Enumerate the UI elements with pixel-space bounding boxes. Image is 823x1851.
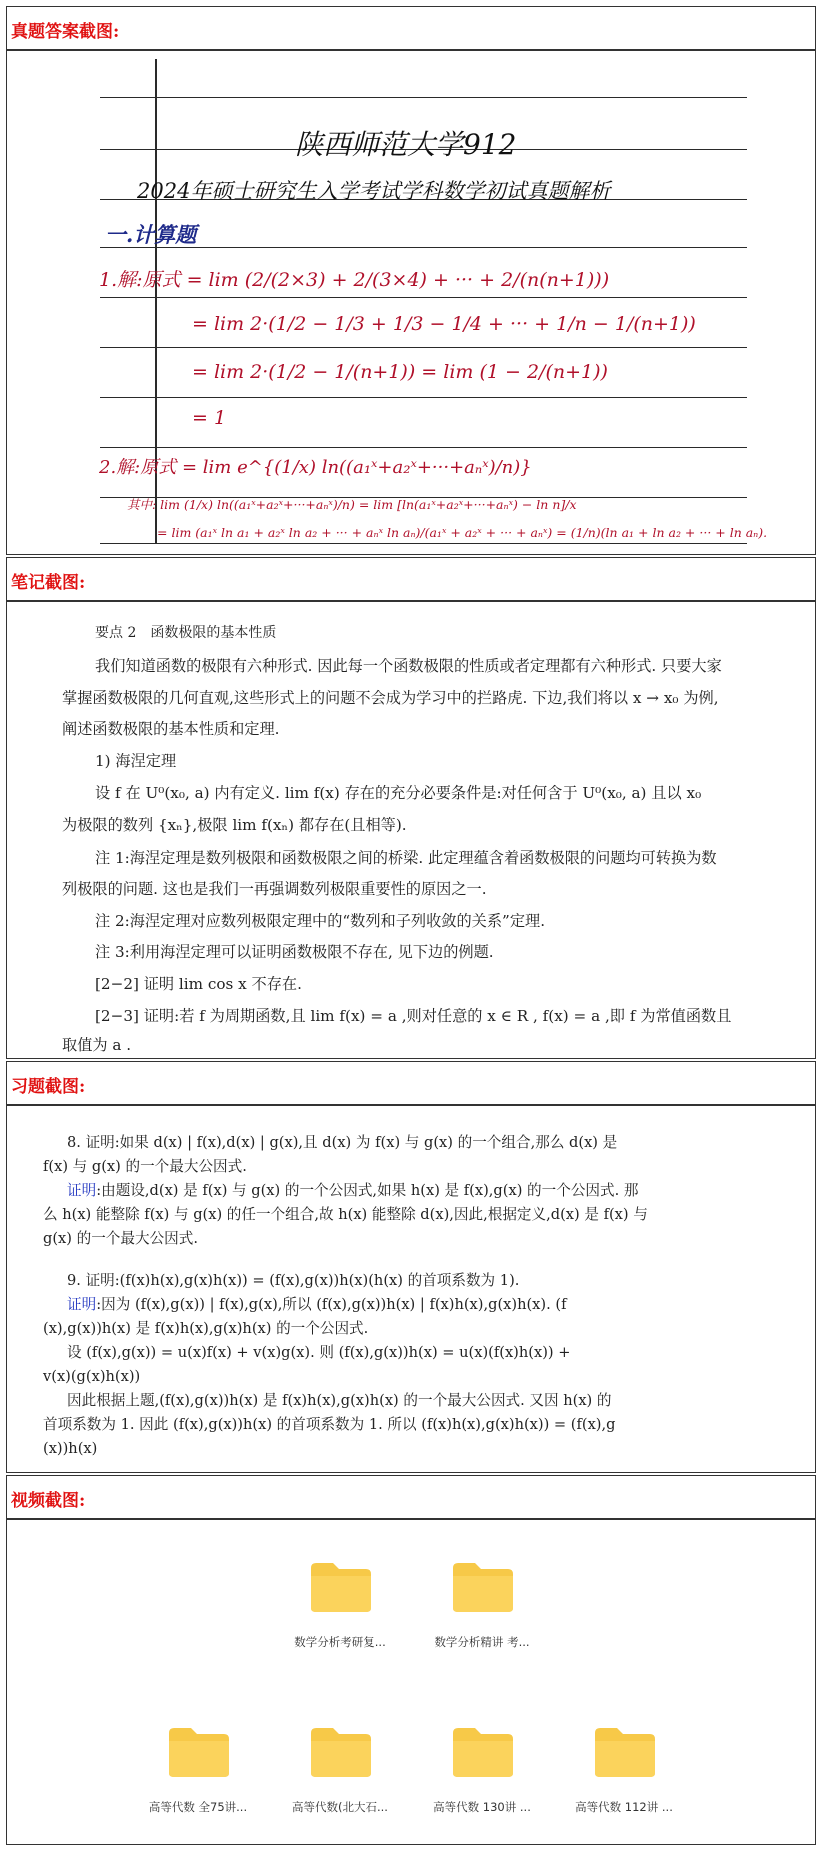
proof-label: 证明 xyxy=(67,1296,97,1313)
answer-section-title: 真题答案截图: xyxy=(11,22,120,42)
exercise-8-line: 么 h(x) 能整除 f(x) 与 g(x) 的任一个组合,故 h(x) 能整除 d(x),因此,根据定义,d(x) 是 f(x) 与 xyxy=(43,1206,648,1223)
exercise-8-line: f(x) 与 g(x) 的一个最大公因式. xyxy=(43,1158,247,1175)
folder-icon xyxy=(309,1725,373,1779)
q2-line-1: 2.解:原式 = lim e^{(1/x) ln((a₁ˣ+a₂ˣ+···+aₙˣ)/n)} xyxy=(99,457,532,478)
video-section-header xyxy=(6,1475,816,1519)
folder-label: 高等代数 130讲 ... xyxy=(433,1800,531,1814)
handwritten-section-label: 一.计算题 xyxy=(105,222,197,247)
folder-label: 数学分析精讲 考... xyxy=(434,1635,530,1649)
note-paragraph: 注 2:海涅定理对应数列极限定理中的“数列和子列收敛的关系”定理. xyxy=(95,912,546,930)
note-paragraph: 为极限的数列 {xₙ},极限 lim f(xₙ) 都存在(且相等). xyxy=(62,816,407,834)
folder-item[interactable] xyxy=(417,1560,547,1680)
note-paragraph: 注 3:利用海涅定理可以证明函数极限不存在, 见下边的例题. xyxy=(95,943,494,961)
exercise-9-line: v(x)(g(x)h(x)) xyxy=(43,1368,141,1385)
exercise-9-line: 9. 证明:(f(x)h(x),g(x)h(x)) = (f(x),g(x))h(x)(h(x) 的首项系数为 1). xyxy=(67,1272,520,1289)
exercises-section-header xyxy=(6,1061,816,1105)
video-folders-panel xyxy=(6,1519,816,1845)
video-section-title: 视频截图: xyxy=(11,1491,86,1511)
folder-item[interactable] xyxy=(275,1725,405,1845)
exercises-section-title: 习题截图: xyxy=(11,1077,86,1097)
note-paragraph: [2−3] 证明:若 f 为周期函数,且 lim f(x) = a ,则对任意的 x ∈ R , f(x) = a ,即 f 为常值函数且 xyxy=(95,1007,732,1025)
exercise-9-line: 设 (f(x),g(x)) = u(x)f(x) + v(x)g(x). 则 (f(x),g(x))h(x) = u(x)(f(x)h(x)) + xyxy=(67,1344,571,1361)
folder-icon xyxy=(593,1725,657,1779)
note-paragraph: 1) 海涅定理 xyxy=(95,752,177,770)
note-paragraph: 列极限的问题. 这也是我们一再强调数列极限重要性的原因之一. xyxy=(62,880,487,898)
note-paragraph: 注 1:海涅定理是数列极限和函数极限之间的桥梁. 此定理蕴含着函数极限的问题均可转换为数 xyxy=(95,849,717,867)
note-paragraph: 设 f 在 U⁰(x₀, a) 内有定义. lim f(x) 存在的充分必要条件是:对任何含于 U⁰(x₀, a) 且以 x₀ xyxy=(95,784,702,802)
handwritten-title: 陕西师范大学912 xyxy=(295,128,517,161)
exercise-8-line: 8. 证明:如果 d(x) | f(x),d(x) | g(x),且 d(x) 为 f(x) 与 g(x) 的一个组合,那么 d(x) 是 xyxy=(67,1134,618,1151)
exercise-9-proof-line xyxy=(67,1296,566,1315)
folder-icon xyxy=(451,1560,515,1614)
q1-line-1: 1.解:原式 = lim (2/(2×3) + 2/(3×4) + ··· + 2/(n(n+1))) xyxy=(99,269,610,291)
folder-item[interactable] xyxy=(275,1560,405,1680)
exercises-screenshot xyxy=(6,1105,816,1473)
folder-item[interactable] xyxy=(133,1725,263,1845)
exercise-8-line: g(x) 的一个最大公因式. xyxy=(43,1230,198,1247)
exercise-8-proof-line xyxy=(67,1182,638,1201)
exercise-9-line: (x),g(x))h(x) 是 f(x)h(x),g(x)h(x) 的一个公因式. xyxy=(43,1320,369,1337)
notebook-rule xyxy=(100,97,747,98)
notebook-rule xyxy=(100,543,747,544)
handwritten-answer-image xyxy=(6,50,816,555)
notes-section-title: 笔记截图: xyxy=(11,573,86,593)
handwritten-subtitle: 2024年硕士研究生入学考试学科数学初试真题解析 xyxy=(137,179,611,203)
proof-text: :由题设,d(x) 是 f(x) 与 g(x) 的一个公因式,如果 h(x) 是 f(x),g(x) 的一个公因式. 那 xyxy=(96,1182,639,1199)
notebook-rule xyxy=(100,447,747,448)
proof-text: :因为 (f(x),g(x)) | f(x),g(x),所以 (f(x),g(x))h(x) | f(x)h(x),g(x)h(x). (f xyxy=(96,1296,567,1313)
note-paragraph: 取值为 a . xyxy=(62,1036,132,1054)
q2-line-3: = lim (a₁ˣ ln a₁ + a₂ˣ ln a₂ + ··· + aₙˣ ln aₙ)/(a₁ˣ + a₂ˣ + ··· + aₙˣ) = (1/n)(ln a₁ + ln a₂ + ··· + ln aₙ). xyxy=(157,525,768,540)
notes-screenshot xyxy=(6,601,816,1059)
q1-line-2: = lim 2·(1/2 − 1/3 + 1/3 − 1/4 + ··· + 1/n − 1/(n+1)) xyxy=(192,313,696,335)
folder-item[interactable] xyxy=(559,1725,689,1845)
folder-label: 高等代数 全75讲... xyxy=(148,1800,248,1814)
notebook-rule xyxy=(100,347,747,348)
q1-line-3: = lim 2·(1/2 − 1/(n+1)) = lim (1 − 2/(n+1)) xyxy=(192,361,608,383)
note-paragraph: [2−2] 证明 lim cos x 不存在. xyxy=(95,975,302,993)
folder-label: 高等代数 112讲 ... xyxy=(575,1800,673,1814)
q2-line-2: 其中: lim (1/x) ln((a₁ˣ+a₂ˣ+···+aₙˣ)/n) = lim [ln(a₁ˣ+a₂ˣ+···+aₙˣ) − ln n]/x xyxy=(127,497,577,512)
proof-label: 证明 xyxy=(67,1182,97,1199)
note-paragraph: 阐述函数极限的基本性质和定理. xyxy=(62,720,280,738)
folder-icon xyxy=(451,1725,515,1779)
notes-section-header xyxy=(6,557,816,601)
folder-icon xyxy=(309,1560,373,1614)
answer-section-header xyxy=(6,6,816,50)
folder-icon xyxy=(167,1725,231,1779)
note-paragraph: 我们知道函数的极限有六种形式. 因此每一个函数极限的性质或者定理都有六种形式. 只要大家 xyxy=(95,657,722,675)
exercise-9-line: (x))h(x) xyxy=(43,1440,98,1457)
note-heading: 要点 2 函数极限的基本性质 xyxy=(95,625,277,641)
notebook-rule xyxy=(100,397,747,398)
folder-item[interactable] xyxy=(417,1725,547,1845)
q1-line-4: = 1 xyxy=(192,407,227,429)
exercise-9-line: 因此根据上题,(f(x),g(x))h(x) 是 f(x)h(x),g(x)h(x) 的一个最大公因式. 又因 h(x) 的 xyxy=(67,1392,612,1409)
notebook-rule xyxy=(100,247,747,248)
folder-label: 数学分析考研复... xyxy=(294,1635,386,1649)
folder-label: 高等代数(北大石... xyxy=(292,1800,388,1814)
exercise-9-line: 首项系数为 1. 因此 (f(x),g(x))h(x) 的首项系数为 1. 所以 (f(x)h(x),g(x)h(x)) = (f(x),g xyxy=(43,1416,616,1433)
notebook-rule xyxy=(100,297,747,298)
note-paragraph: 掌握函数极限的几何直观,这些形式上的问题不会成为学习中的拦路虎. 下边,我们将以 x → x₀ 为例, xyxy=(62,689,719,707)
